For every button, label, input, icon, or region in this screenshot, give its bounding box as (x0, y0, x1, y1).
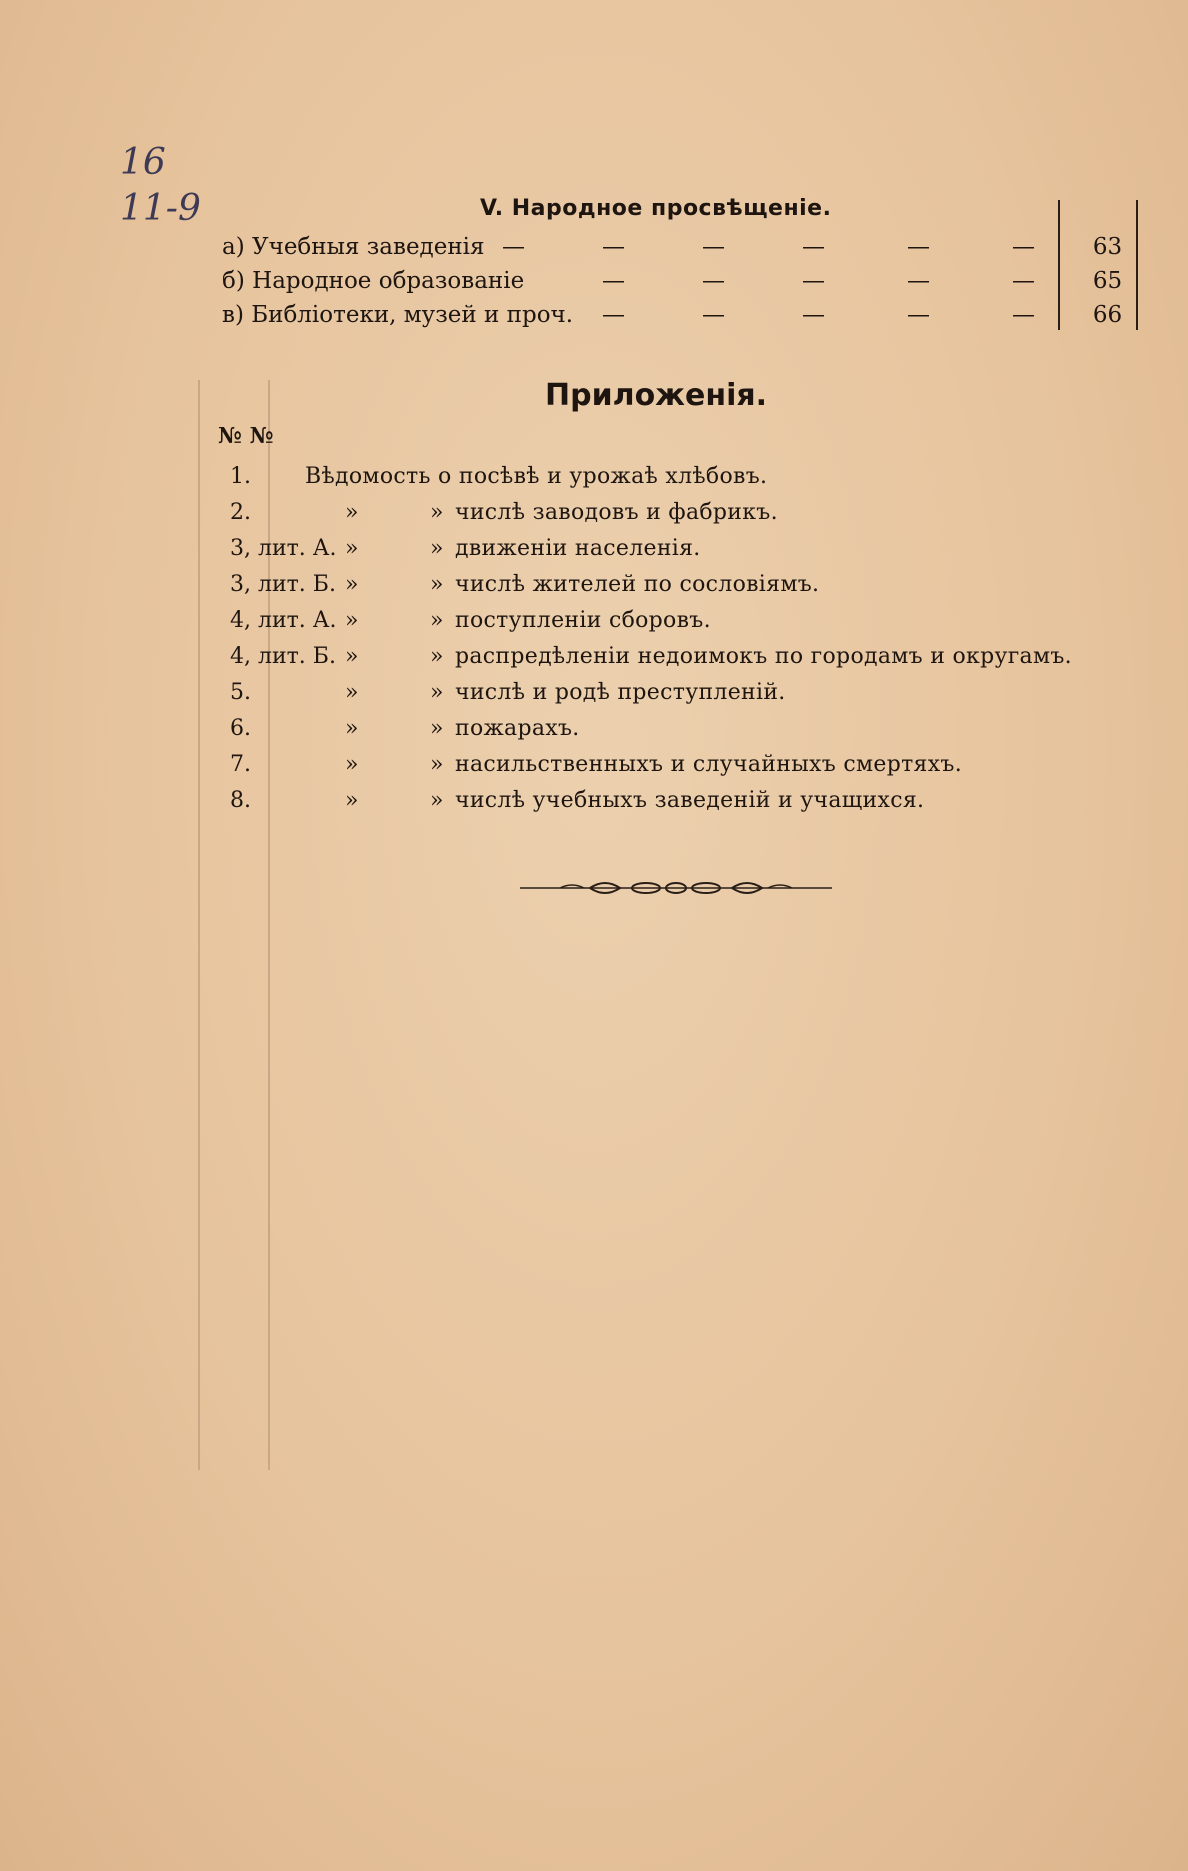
appendix-row (0, 788, 1188, 822)
appendix-row (0, 752, 1188, 786)
ditto-mark: » (430, 536, 444, 561)
dash-leader: — (907, 268, 930, 294)
appendix-number: 3, лит. Б. (230, 572, 336, 597)
appendix-text: распредѣленіи недоимокъ по городамъ и округамъ. (455, 644, 1072, 669)
dash-leader: — (702, 302, 725, 328)
toc-column-rule-left (1058, 200, 1060, 330)
toc-label: а) Учебныя заведенія (222, 234, 485, 260)
ditto-mark: » (345, 572, 359, 597)
appendix-number: 5. (230, 680, 251, 705)
dash-leader: — (702, 268, 725, 294)
appendix-text: Вѣдомость о посѣвѣ и урожаѣ хлѣбовъ. (305, 464, 768, 489)
dash-leader: — (602, 268, 625, 294)
dash-leader: — (1012, 234, 1035, 260)
ditto-mark: » (430, 500, 444, 525)
ornament-divider (520, 876, 832, 900)
appendix-number: 4, лит. Б. (230, 644, 336, 669)
ditto-mark: » (345, 500, 359, 525)
appendix-text: движеніи населенія. (455, 536, 701, 561)
ditto-mark: » (345, 536, 359, 561)
ditto-mark: » (430, 788, 444, 813)
appendix-row (0, 572, 1188, 606)
toc-label: б) Народное образованіе (222, 268, 525, 294)
section-title: V. Народное просвѣщеніе. (480, 196, 832, 221)
appendix-number: 2. (230, 500, 251, 525)
ditto-mark: » (430, 716, 444, 741)
appendix-number: 1. (230, 464, 251, 489)
appendix-row (0, 464, 1188, 498)
dash-leader: — (802, 302, 825, 328)
appendix-text: поступленіи сборовъ. (455, 608, 711, 633)
appendix-row (0, 644, 1188, 678)
handwritten-note (120, 140, 230, 240)
ditto-mark: » (430, 644, 444, 669)
dash-leader: — (907, 234, 930, 260)
ditto-mark: » (345, 644, 359, 669)
ditto-mark: » (345, 608, 359, 633)
toc-page-number: 63 (1092, 234, 1123, 260)
appendix-text: числѣ жителей по сословіямъ. (455, 572, 820, 597)
appendix-number: 7. (230, 752, 251, 777)
appendix-text: числѣ и родѣ преступленій. (455, 680, 786, 705)
ditto-mark: » (430, 572, 444, 597)
toc-column-rule-right (1136, 200, 1138, 330)
appendix-row (0, 500, 1188, 534)
toc-row (222, 234, 1122, 268)
dash-leader: — (502, 234, 525, 260)
toc-page-number: 66 (1092, 302, 1123, 328)
appendix-number: 3, лит. А. (230, 536, 337, 561)
dash-leader: — (602, 302, 625, 328)
ditto-mark: » (430, 752, 444, 777)
dash-leader: — (602, 234, 625, 260)
appendix-number: 6. (230, 716, 251, 741)
toc-row (222, 268, 1122, 302)
ditto-mark: » (430, 608, 444, 633)
toc-row (222, 302, 1122, 336)
appendix-number: 8. (230, 788, 251, 813)
appendix-text: насильственныхъ и случайныхъ смертяхъ. (455, 752, 963, 777)
ditto-mark: » (345, 716, 359, 741)
appendix-row (0, 680, 1188, 714)
dash-leader: — (907, 302, 930, 328)
handwritten-line-2: 11-9 (120, 188, 201, 229)
ditto-mark: » (345, 680, 359, 705)
appendix-title: Приложенія. (545, 378, 768, 413)
dash-leader: — (802, 234, 825, 260)
appendix-text: числѣ учебныхъ заведеній и учащихся. (455, 788, 925, 813)
toc-page-number: 65 (1092, 268, 1123, 294)
ditto-mark: » (345, 788, 359, 813)
appendix-number: 4, лит. А. (230, 608, 337, 633)
appendix-text: пожарахъ. (455, 716, 580, 741)
appendix-text: числѣ заводовъ и фабрикъ. (455, 500, 778, 525)
appendix-row (0, 608, 1188, 642)
ditto-mark: » (345, 752, 359, 777)
dash-leader: — (702, 234, 725, 260)
toc-label: в) Библіотеки, музей и проч. (222, 302, 574, 328)
appendix-row (0, 536, 1188, 570)
dash-leader: — (1012, 268, 1035, 294)
numero-header: № № (218, 423, 274, 449)
handwritten-line-1: 16 (120, 142, 166, 183)
ditto-mark: » (430, 680, 444, 705)
dash-leader: — (802, 268, 825, 294)
dash-leader: — (1012, 302, 1035, 328)
appendix-row (0, 716, 1188, 750)
